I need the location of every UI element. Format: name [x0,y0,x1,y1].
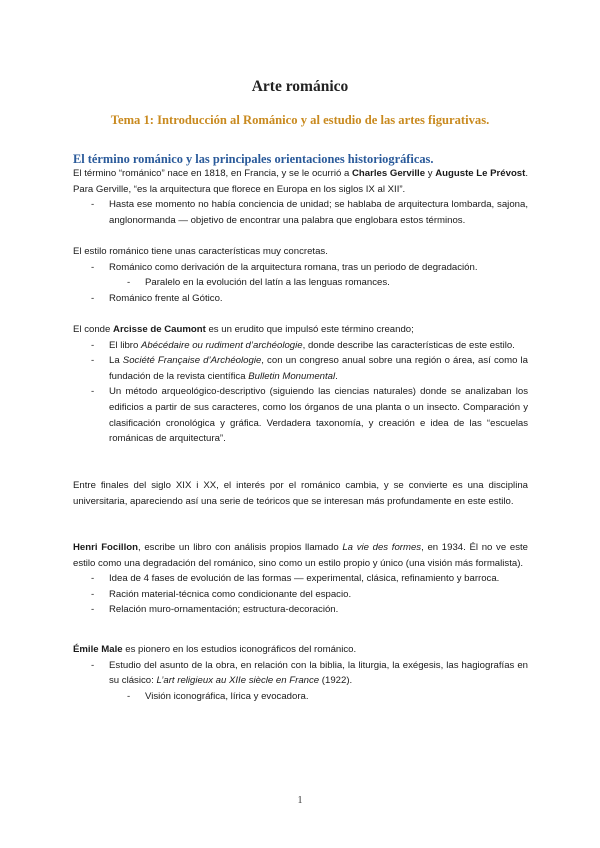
list-item: - Ración material-técnica como condicionante del espacio. [91,588,352,600]
list-item: - La Société Française d’Archéologie, con un congreso anual sobre una región o área, así como la fundación de la revista científica Bulletin Monumental. [91,355,528,382]
list-item: - Relación muro-ornamentación; estructura-decoración. [91,604,339,616]
sub-list-item: - Paralelo en la evolución del latín a las lenguas romances. [127,277,390,289]
bold-name-gerville: Charles Gerville [351,168,426,179]
paragraph-focillon [73,540,528,618]
list-item: - Hasta ese momento no había conciencia de unidad; se hablaba de arquitectura lombarda, sajona, anglonormanda — objetivo de encontrar una palabra que englobara estos términos. [91,199,528,226]
bold-name-male: Émile Male [73,644,123,655]
list-item: - Idea de 4 fases de evolución de las formas — experimental, clásica, refinamiento y barroca. [91,573,500,585]
paragraph: Émile Male es pionero en los estudios iconográficos del románico. [73,644,357,655]
paragraph: El estilo románico tiene unas características muy concretas. [73,246,328,257]
paragraph: El conde Arcisse de Caumont es un erudito que impulsó este término creando; [73,324,414,335]
section-heading: El término románico y las principales orientaciones historiográficas. [73,152,434,166]
document-title: Arte románico [251,78,349,95]
bold-name-caumont: Arcisse de Caumont [113,324,206,335]
paragraph-characteristics [73,244,528,306]
paragraph-caumont [73,322,528,447]
sub-list-item: - Visión iconográfica, lírica y evocadora. [127,690,309,702]
paragraph-university [73,478,528,509]
bold-name-focillon: Henri Focillon [73,542,138,553]
page-number: 1 [297,795,303,806]
bold-name-leprevost: Auguste Le Prévost [435,168,526,179]
paragraph-male [73,642,528,704]
topic-subtitle: Tema 1: Introducción al Románico y al estudio de las artes figurativas. [110,113,490,127]
list-item: - Románico como derivación de la arquitectura romana, tras un periodo de degradación. [91,261,478,273]
paragraph-term-origin [73,166,528,228]
paragraph: El término “románico” nace en 1818, en Francia, y se le ocurrió a Charles Gerville y Auguste Le Prévost. Para Gerville, “es la arquitectura que florece en Europa en los siglos IX al XII”. [73,168,529,195]
list-item: - Estudio del asunto de la obra, en relación con la biblia, la liturgia, la exégesis, las hagiografías en su clásico: L’art religieux au XIIe siècle en France (1922). [91,659,528,687]
list-item: - El libro Abécédaire ou rudiment d’archéologie, donde describe las características de este estilo. [91,339,515,351]
paragraph: Entre finales del siglo XIX i XX, el interés por el románico cambia, y se convierte es una disciplina universitaria, apareciendo así una serie de teóricos que se interesan más profundamente en este estilo. [73,480,528,507]
list-item: - Románico frente al Gótico. [91,292,223,304]
list-item: - Un método arqueológico-descriptivo (siguiendo las ciencias naturales) donde se analizaban los edificios a partir de sus caracteres, como los órganos de una planta o un insecto. Comparación y clasificación cronológica y gráfica. Verdadera taxonomía, y creación e idea de las “escuelas románicas de arquitectura”. [91,386,528,445]
paragraph: Henri Focillon, escribe un libro con análisis propios llamado La vie des formes, en 1934. Él no ve este estilo como una degradación del románico, sino como un estilo propio y único (una visión más formalista). [73,542,528,569]
